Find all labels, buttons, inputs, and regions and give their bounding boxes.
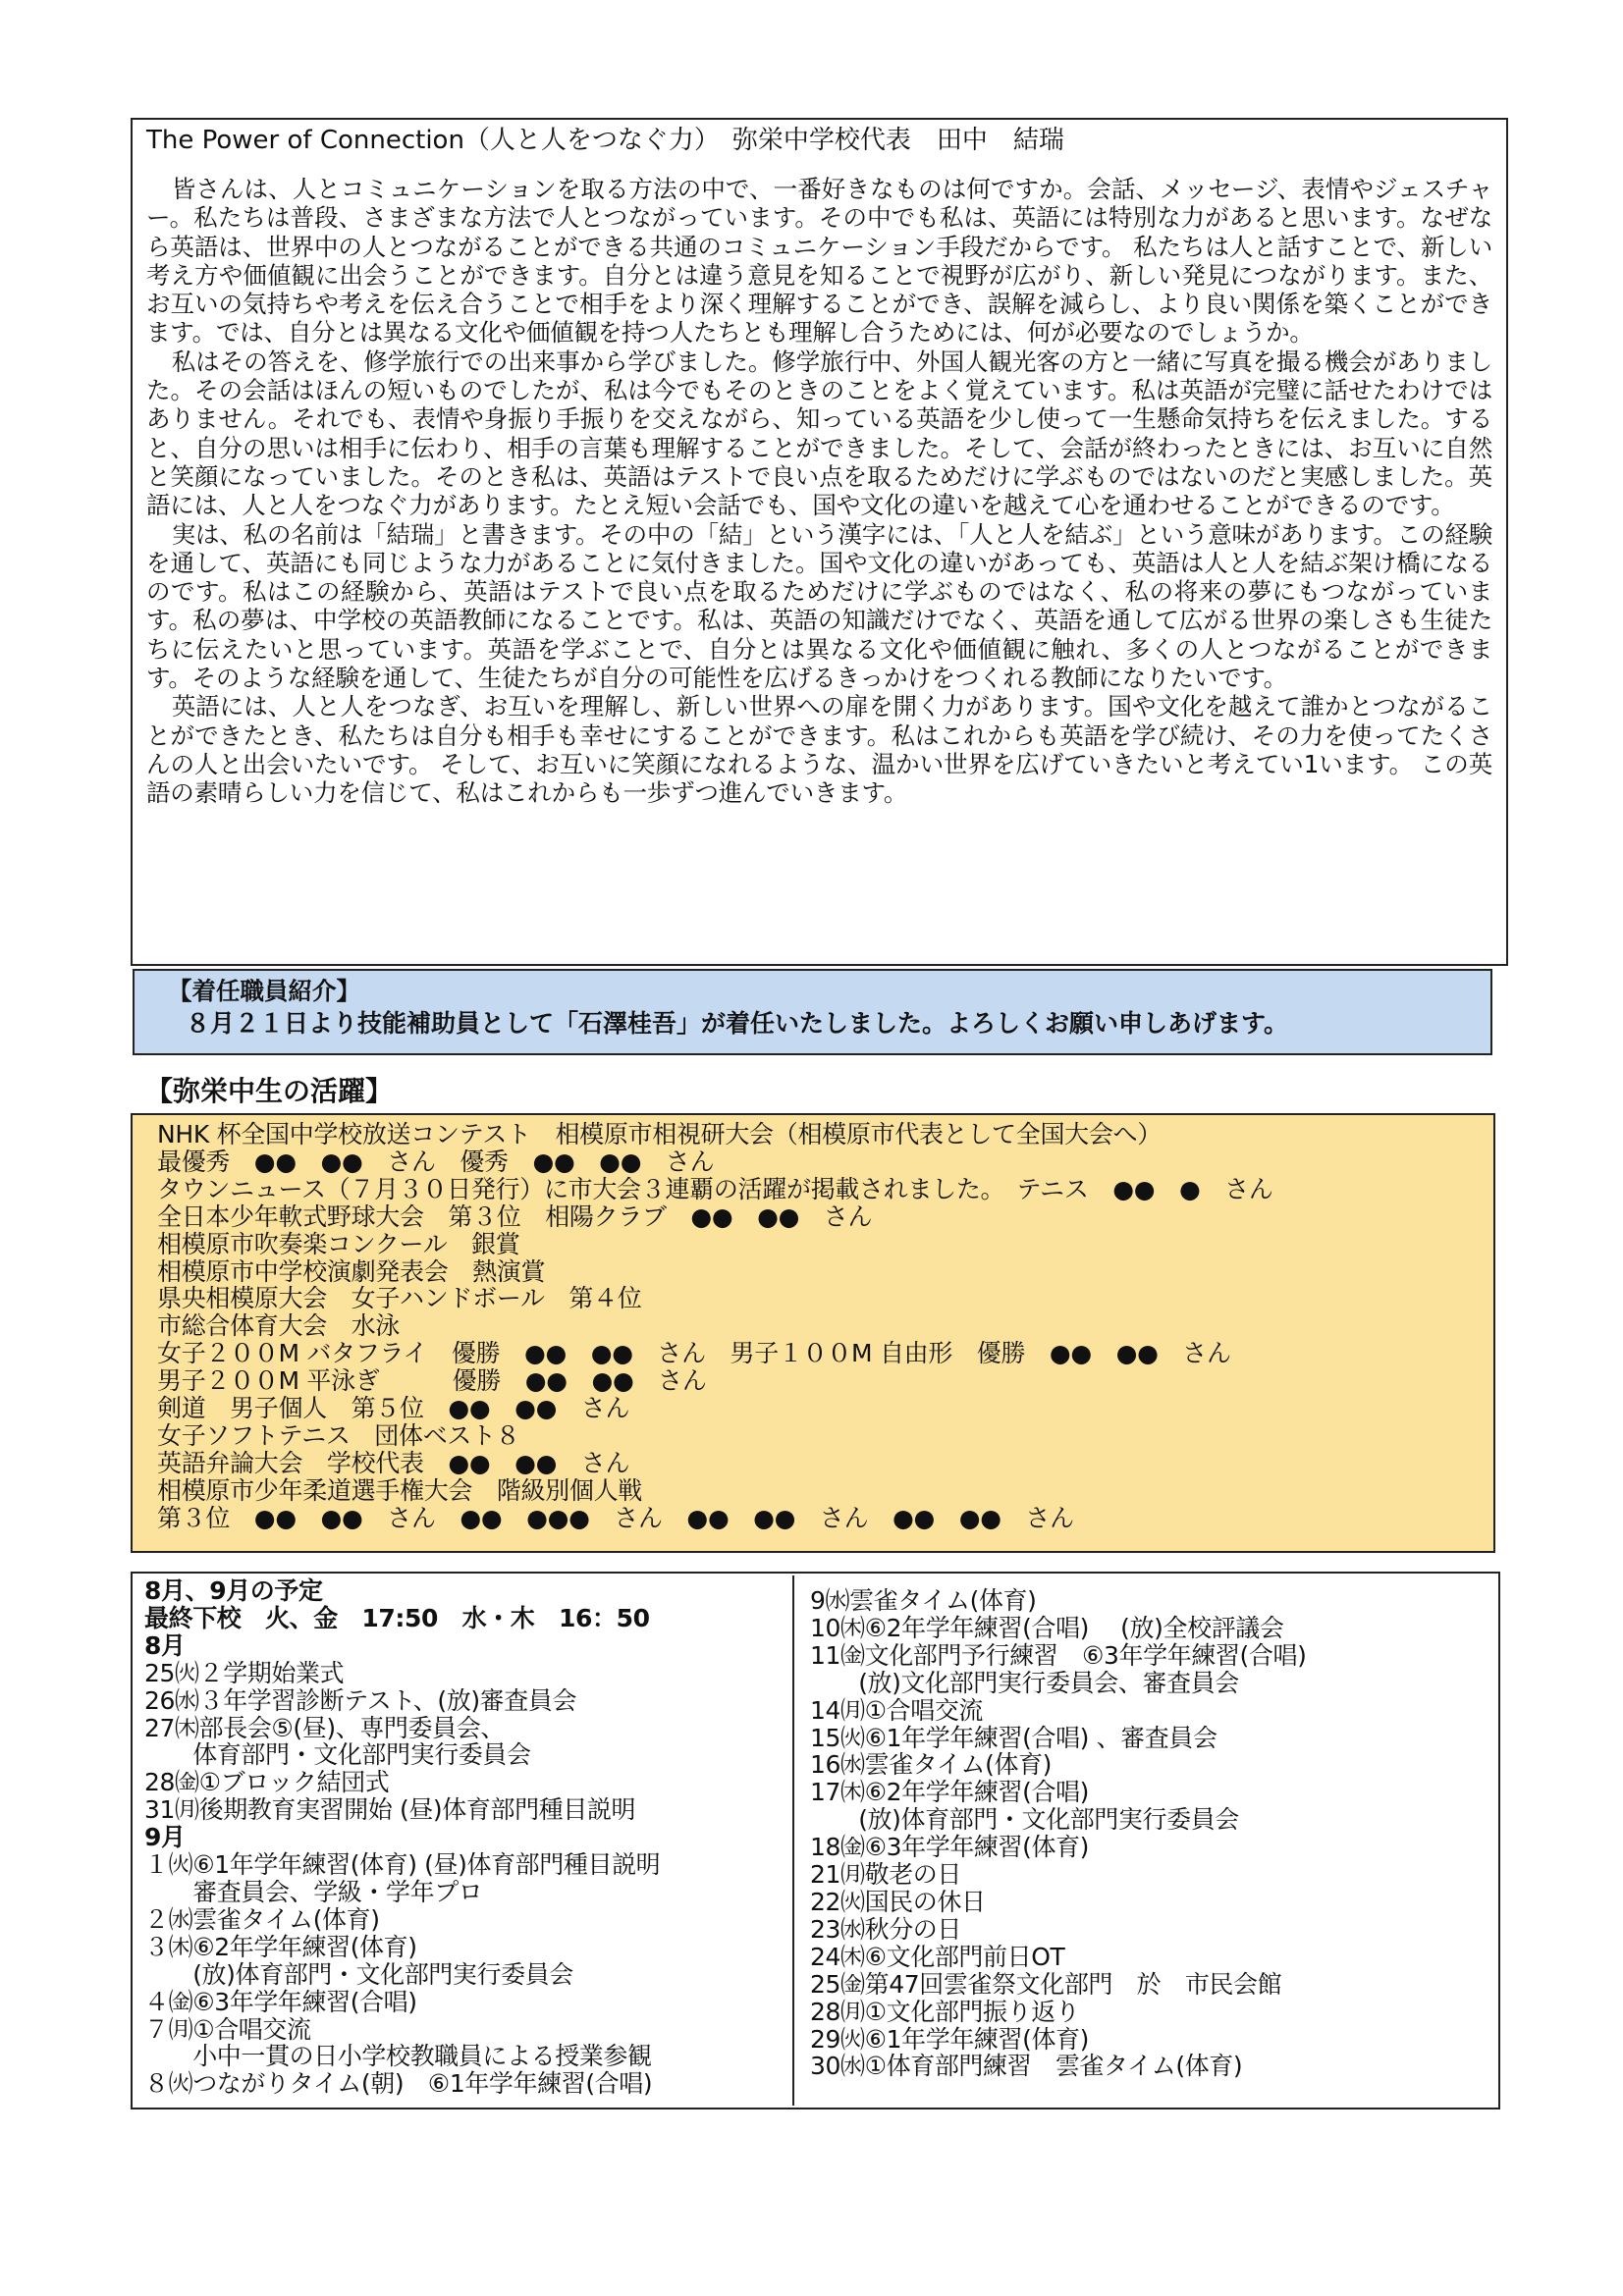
essay-paragraph: 実は、私の名前は「結瑞」と書きます。その中の「結」という漢字には、「人と人を結ぶ」という意味があります。この経験を通して、英語にも同じような力があることに気付きました。国や文化の違いがあっても、英語は人と人を結ぶ架け橋になるのです。私はこの経験から、英語はテストで良い点を取るためだけに学ぶものではなく、私の将来の夢にもつながっています。私の夢は、中学校の英語教師になることです。私は、英語の知識だけでなく、英語を通して広がる世界の楽しさも生徒たちに伝えたいと思っています。英語を学ぶことで、自分とは異なる文化や価値観に触れ、多くの人とつながることができます。そのような経験を通して、生徒たちが自分の可能性を広げるきっかけをつくれる教師になりたいです。 [146, 519, 1492, 693]
schedule-item: ２㈬雲雀タイム(体育) [144, 1904, 380, 1934]
essay-title: The Power of Connection（人と人をつなぐ力） 弥栄中学校代表 田中 結瑞 [146, 126, 1064, 155]
schedule-item: 22㈫国民の休日 [810, 1887, 986, 1916]
schedule-item: １㈫⑥1年学年練習(体育) (昼)体育部門種目説明 [144, 1850, 661, 1880]
schedule-item: 11㈮文化部門予行練習 ⑥3年学年練習(合唱) [810, 1640, 1307, 1670]
schedule-item: (放)体育部門・文化部門実行委員会 [144, 1959, 573, 1989]
schedule-item: 31㈪後期教育実習開始 (昼)体育部門種目説明 [144, 1795, 636, 1825]
schedule-item: 21㈪敬老の日 [810, 1860, 962, 1890]
activity-line: NHK 杯全国中学校放送コンテスト 相模原市相視研大会（相模原市代表として全国大会へ） [157, 1120, 1162, 1148]
month-heading-august: 8月 [144, 1630, 186, 1660]
new-staff-box [133, 969, 1492, 1055]
schedule-item: 29㈫⑥1年学年練習(体育) [810, 2024, 1090, 2054]
final-dismissal-times: 最終下校 火、金 17:50 水・木 16：50 [144, 1603, 650, 1632]
schedule-item: 審査員会、学級・学年プロ [144, 1877, 483, 1906]
schedule-item: (放)文化部門実行委員会、審査員会 [810, 1668, 1239, 1697]
activity-line: 相模原市中学校演劇発表会 熱演賞 [157, 1256, 546, 1286]
schedule-item: 23㈬秋分の日 [810, 1914, 962, 1944]
schedule-box [131, 1572, 1500, 2109]
activity-line: 女子ソフトテニス 団体ベスト８ [157, 1420, 520, 1450]
schedule-item: 30㈬①体育部門練習 雲雀タイム(体育) [810, 2052, 1243, 2081]
schedule-item: 26㈬３年学習診断テスト、(放)審査員会 [144, 1685, 577, 1715]
schedule-item: ７㈪①合唱交流 [144, 2014, 311, 2044]
activity-line: タウンニュース（７月３０日発行）に市大会３連覇の活躍が掲載されました。 テニス ●● ● さん [157, 1174, 1273, 1203]
schedule-right-column [798, 1575, 1498, 2106]
activity-line: 市総合体育大会 水泳 [157, 1311, 401, 1341]
activity-line: 剣道 男子個人 第５位 ●● ●● さん [157, 1394, 630, 1423]
schedule-item: 17㈭⑥2年学年練習(合唱) [810, 1778, 1090, 1807]
schedule-item: 25㈮第47回雲雀祭文化部門 於 市民会館 [810, 1969, 1282, 1999]
schedule-item: 10㈭⑥2年学年練習(合唱) (放)全校評議会 [810, 1613, 1284, 1642]
month-heading-september: 9月 [144, 1823, 186, 1852]
activity-line: 最優秀 ●● ●● さん 優秀 ●● ●● さん [157, 1147, 715, 1176]
essay-paragraph: 皆さんは、人とコミュニケーションを取る方法の中で、一番好きなものは何ですか。会話、メッセージ、表情やジェスチャー。私たちは普段、さまざまな方法で人とつながっています。その中でも私は、英語には特別な力があると思います。なぜなら英語は、世界中の人とつながることができる共通のコミュニケーション手段だからです。 私たちは人と話すことで、新しい考え方や価値観に出会うことができます。自分とは違う意見を知ることで視野が広がり、新しい発見につながります。また、お互いの気持ちや考えを伝え合うことで相手をより深く理解することができ、誤解を減らし、より良い関係を築くことができます。では、自分とは異なる文化や価値観を持つ人たちとも理解し合うためには、何が必要なのでしょうか。 [146, 175, 1492, 347]
schedule-item: 28㈮①ブロック結団式 [144, 1768, 390, 1797]
schedule-item: 18㈮⑥3年学年練習(体育) [810, 1833, 1090, 1862]
essay-body [146, 175, 1492, 808]
schedule-item: 24㈭⑥文化部門前日OT [810, 1942, 1065, 1971]
activity-line: 全日本少年軟式野球大会 第３位 相陽クラブ ●● ●● さん [157, 1201, 873, 1231]
essay-paragraph: 英語には、人と人をつなぎ、お互いを理解し、新しい世界への扉を開く力があります。国や文化を越えて誰かとつながることができたとき、私たちは自分も相手も幸せにすることができます。私はこれからも英語を学び続け、その力を使ってたくさんの人と出会いたいです。 そして、お互いに笑顔になれるような、温かい世界を広げていきたいと考えてい1います。 この英語の素晴らしい力を信じて、私はこれからも一歩ずつ進んでいきます。 [146, 692, 1492, 808]
activity-line: 女子２００M バタフライ 優勝 ●● ●● さん 男子１００M 自由形 優勝 ●● ●● さん [157, 1339, 1231, 1368]
essay-paragraph: 私はその答えを、修学旅行での出来事から学びました。修学旅行中、外国人観光客の方と一緒に写真を撮る機会がありました。その会話はほんの短いものでしたが、私は今でもそのときのことをよく覚えています。私は英語が完璧に話せたわけではありません。それでも、表情や身振り手振りを交えながら、知っている英語を少し使って一生懸命気持ちを伝えました。すると、自分の思いは相手に伝わり、相手の言葉も理解することができました。そして、会話が終わったときには、お互いに自然と笑顔になっていました。そのとき私は、英語はテストで良い点を取るためだけに学ぶものではないのだと実感しました。英語には、人と人をつなぐ力があります。たとえ短い会話でも、国や文化の違いを越えて心を通わせることができるのです。 [146, 347, 1492, 520]
schedule-left-column [135, 1575, 794, 2106]
schedule-item: 15㈫⑥1年学年練習(合唱) 、審査員会 [810, 1723, 1217, 1752]
schedule-item: (放)体育部門・文化部門実行委員会 [810, 1805, 1239, 1835]
activity-line: 相模原市吹奏楽コンクール 銀賞 [157, 1229, 520, 1258]
schedule-item: 小中一貫の日小学校教職員による授業参観 [144, 2042, 652, 2071]
activities-heading: 【弥栄中生の活躍】 [145, 1075, 394, 1107]
activity-line: 相模原市少年柔道選手権大会 階級別個人戦 [157, 1475, 643, 1505]
activity-line: 男子２００M 平泳ぎ 優勝 ●● ●● さん [157, 1366, 707, 1396]
schedule-item: 16㈬雲雀タイム(体育) [810, 1750, 1053, 1780]
schedule-item: ８㈫つながりタイム(朝) ⑥1年学年練習(合唱) [144, 2069, 653, 2099]
schedule-item: 28㈪①文化部門振り返り [810, 1997, 1080, 2026]
essay-box [131, 118, 1508, 966]
schedule-item: 25㈫２学期始業式 [144, 1658, 345, 1687]
schedule-item: 体育部門・文化部門実行委員会 [144, 1740, 531, 1770]
activity-line: 第３位 ●● ●● さん ●● ●●● さん ●● ●● さん ●● ●● さん [157, 1503, 1074, 1532]
schedule-item: ３㈭⑥2年学年練習(体育) [144, 1932, 417, 1961]
activity-line: 英語弁論大会 学校代表 ●● ●● さん [157, 1448, 630, 1477]
new-staff-heading: 【着任職員紹介】 [168, 977, 360, 1005]
new-staff-text: ８月２１日より技能補助員として「石澤桂吾」が着任いたしました。よろしくお願い申しあげます。 [186, 1009, 1289, 1038]
schedule-item: 9㈬雲雀タイム(体育) [810, 1586, 1037, 1615]
schedule-item: ４㈮⑥3年学年練習(合唱) [144, 1987, 417, 2016]
activity-line: 県央相模原大会 女子ハンドボール 第４位 [157, 1284, 642, 1313]
activities-box [131, 1113, 1495, 1553]
schedule-title: 8月、9月の予定 [144, 1576, 323, 1605]
schedule-item: 14㈪①合唱交流 [810, 1695, 984, 1725]
schedule-item: 27㈭部長会⑤(昼)、専門委員会、 [144, 1713, 505, 1742]
